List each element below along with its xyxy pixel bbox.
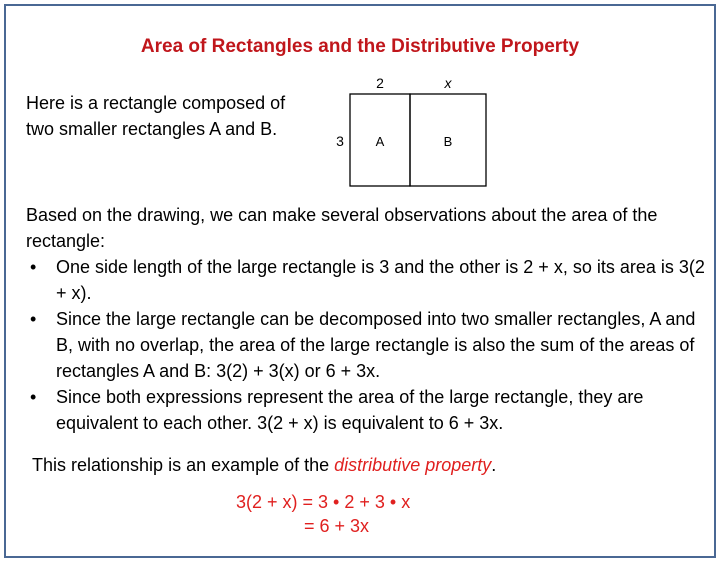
bullet-marker: • (30, 257, 37, 277)
distributive-property-term: distributive property (334, 455, 492, 475)
bullet-text: Since both expressions represent the area of the large rectangle, they are equivalent to each other. 3(2 + x) is equivalent to 6 + 3x. (56, 387, 644, 433)
label-side: 3 (336, 133, 344, 149)
rectangle-diagram (324, 74, 504, 194)
rectangle-b-label: B (443, 134, 453, 149)
label-top-left: 2 (376, 75, 384, 91)
observations-intro: Based on the drawing, we can make several observations about the area of the rectangle: (26, 205, 658, 251)
bullet-text: Since the large rectangle can be decomposed into two smaller rectangles, A and B, with no overlap, the area of the large rectangle is also the sum of the areas of rectangles A and B: 3(2) + 3(x) or 6 + 3x. (56, 309, 696, 381)
equation-line-1: 3(2 + x) = 3 • 2 + 3 • x (236, 492, 411, 512)
equation-line-2: = 6 + 3x (304, 516, 370, 536)
equation-block (236, 490, 410, 538)
bullet-marker: • (30, 387, 37, 407)
relation-before: This relationship is an example of the (32, 455, 335, 475)
list-item (26, 384, 706, 436)
rectangle-a-label: A (375, 134, 385, 149)
content-frame (4, 4, 716, 558)
relation-after: . (491, 455, 497, 475)
list-item (26, 306, 706, 384)
list-item (26, 254, 706, 306)
bullet-marker: • (30, 309, 37, 329)
label-top-right: x (444, 75, 452, 91)
relation-statement (32, 452, 712, 478)
bullet-text: One side length of the large rectangle is 3 and the other is 2 + x, so its area is 3(2 + x). (56, 257, 705, 303)
page-title: Area of Rectangles and the Distributive Property (140, 36, 580, 57)
intro-text: Here is a rectangle composed of two smaller rectangles A and B. (26, 93, 286, 139)
observation-list (26, 254, 706, 436)
